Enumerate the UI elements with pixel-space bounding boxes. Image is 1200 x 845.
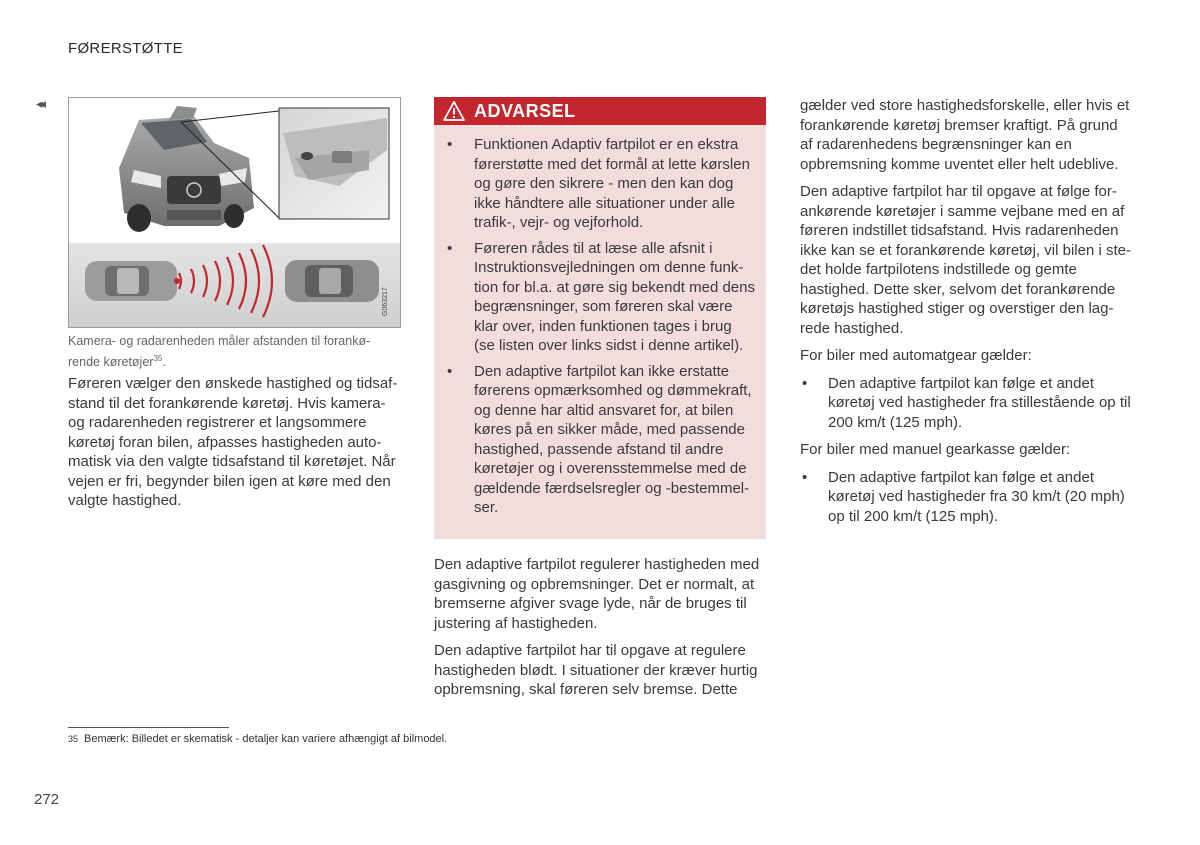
warning-header xyxy=(434,97,766,125)
caption-text: Kamera- og radarenheden måler afstanden til forankø-rende køretøjer xyxy=(68,334,371,370)
warning-list xyxy=(434,125,766,518)
automatic-gear-list xyxy=(800,374,1134,433)
paragraph: Føreren vælger den ønskede hastighed og tidsaf-stand til det forankørende køretøj. Hvis kamera-og radarenheden registrerer et langsommere køretøj foran bilen, afpasses hastigheden auto-matisk via den valgte tidsafstand til køretøjet. Når vejen er fri, begynder bilen igen at køre med den valgte hastighed. xyxy=(68,375,398,509)
own-car-top-view xyxy=(85,261,177,301)
paragraph: Den adaptive fartpilot har til opgave at følge for-ankørende køretøjer i samme vejbane med en af føreren indstillet tidsafstand. Hvis radarenheden ikke kan se et forankørende køretøj, vil bilen i ste-det holde fartpilotens indstillede og gemte hastighed. Dette sker, selvom det forankørende køretøjs hastighed stiger og overstiger den lag-rede hastighed. xyxy=(800,183,1131,337)
lead-car-top-view xyxy=(285,260,379,302)
image-code: G063217 xyxy=(382,287,389,316)
column-3-text xyxy=(800,96,1134,534)
suv-front-view xyxy=(119,106,254,232)
footnote-text: Bemærk: Billedet er skematisk - detaljer kan variere afhængigt af bilmodel. xyxy=(84,733,448,745)
camera-unit-closeup xyxy=(279,108,389,219)
column-2-text xyxy=(434,555,766,708)
column-1-text xyxy=(68,374,400,511)
warning-item: • Den adaptive fartpilot kan ikke erstatte førerens opmærksomhed og dømmekraft, og denne har altid ansvaret for, at bilen køres på en sikker måde, med passende hastighed, passende afstand til andre køretøjer og i overensstemmelse med de gældende færdselsregler og -bestemmel-ser. xyxy=(434,362,756,518)
automatic-gear-heading: For biler med automatgear gælder: xyxy=(800,347,1032,364)
list-item: • Den adaptive fartpilot kan følge et andet køretøj ved hastigheder fra 30 km/t (20 mph) op til 200 km/t (125 mph). xyxy=(800,468,1134,527)
warning-item: • Føreren rådes til at læse alle afsnit i Instruktionsvejledningen om denne funk-tion for bl.a. at gøre sig bekendt med dens begrænsninger, som føreren skal være klar over, inden funktionen tages i brug (se listen over links sidst i denne artikel). xyxy=(434,239,756,356)
paragraph: gælder ved store hastighedsforskelle, eller hvis et forankørende køretøj bremser kraftigt. På grund af radarenhedens begrænsninger kan en opbremsning komme uventet eller helt udeblive. xyxy=(800,97,1130,173)
warning-box xyxy=(434,97,766,539)
list-item: • Den adaptive fartpilot kan følge et andet køretøj ved hastigheder fra stillestående op til 200 km/t (125 mph). xyxy=(800,374,1134,433)
back-navigation-icon[interactable]: ◂◂ xyxy=(36,96,44,111)
caption-end: . xyxy=(162,355,166,370)
warning-item: • Funktionen Adaptiv fartpilot er en ekstra førerstøtte med det formål at lette kørslen og gøre den sikrere - men den kan dog ikke håndtere alle situationer under alle trafik-, vejr- og vejforhold. xyxy=(434,135,756,233)
caption-footnote-ref[interactable]: 35 xyxy=(153,354,163,363)
warning-title: ADVARSEL xyxy=(474,100,576,121)
radar-camera-illustration xyxy=(68,97,401,328)
page-number: 272 xyxy=(34,791,60,808)
footnote-divider xyxy=(68,727,229,728)
manual-gear-heading: For biler med manuel gearkasse gælder: xyxy=(800,441,1071,458)
manual-gear-list xyxy=(800,468,1134,527)
figure-caption xyxy=(68,333,398,371)
footnote xyxy=(68,733,447,745)
warning-triangle-icon xyxy=(434,101,474,121)
paragraph: Den adaptive fartpilot regulerer hastigheden med gasgivning og opbremsninger. Det er normalt, at bremserne afgiver svage lyde, når de bruges til justering af hastigheden. xyxy=(434,556,760,632)
footnote-number: 35 xyxy=(68,734,79,744)
paragraph: Den adaptive fartpilot har til opgave at regulere hastigheden blødt. I situationer der kræver hurtig opbremsning, skal føreren selv bremse. Dette xyxy=(434,642,758,698)
section-title: FØRERSTØTTE xyxy=(68,40,183,57)
